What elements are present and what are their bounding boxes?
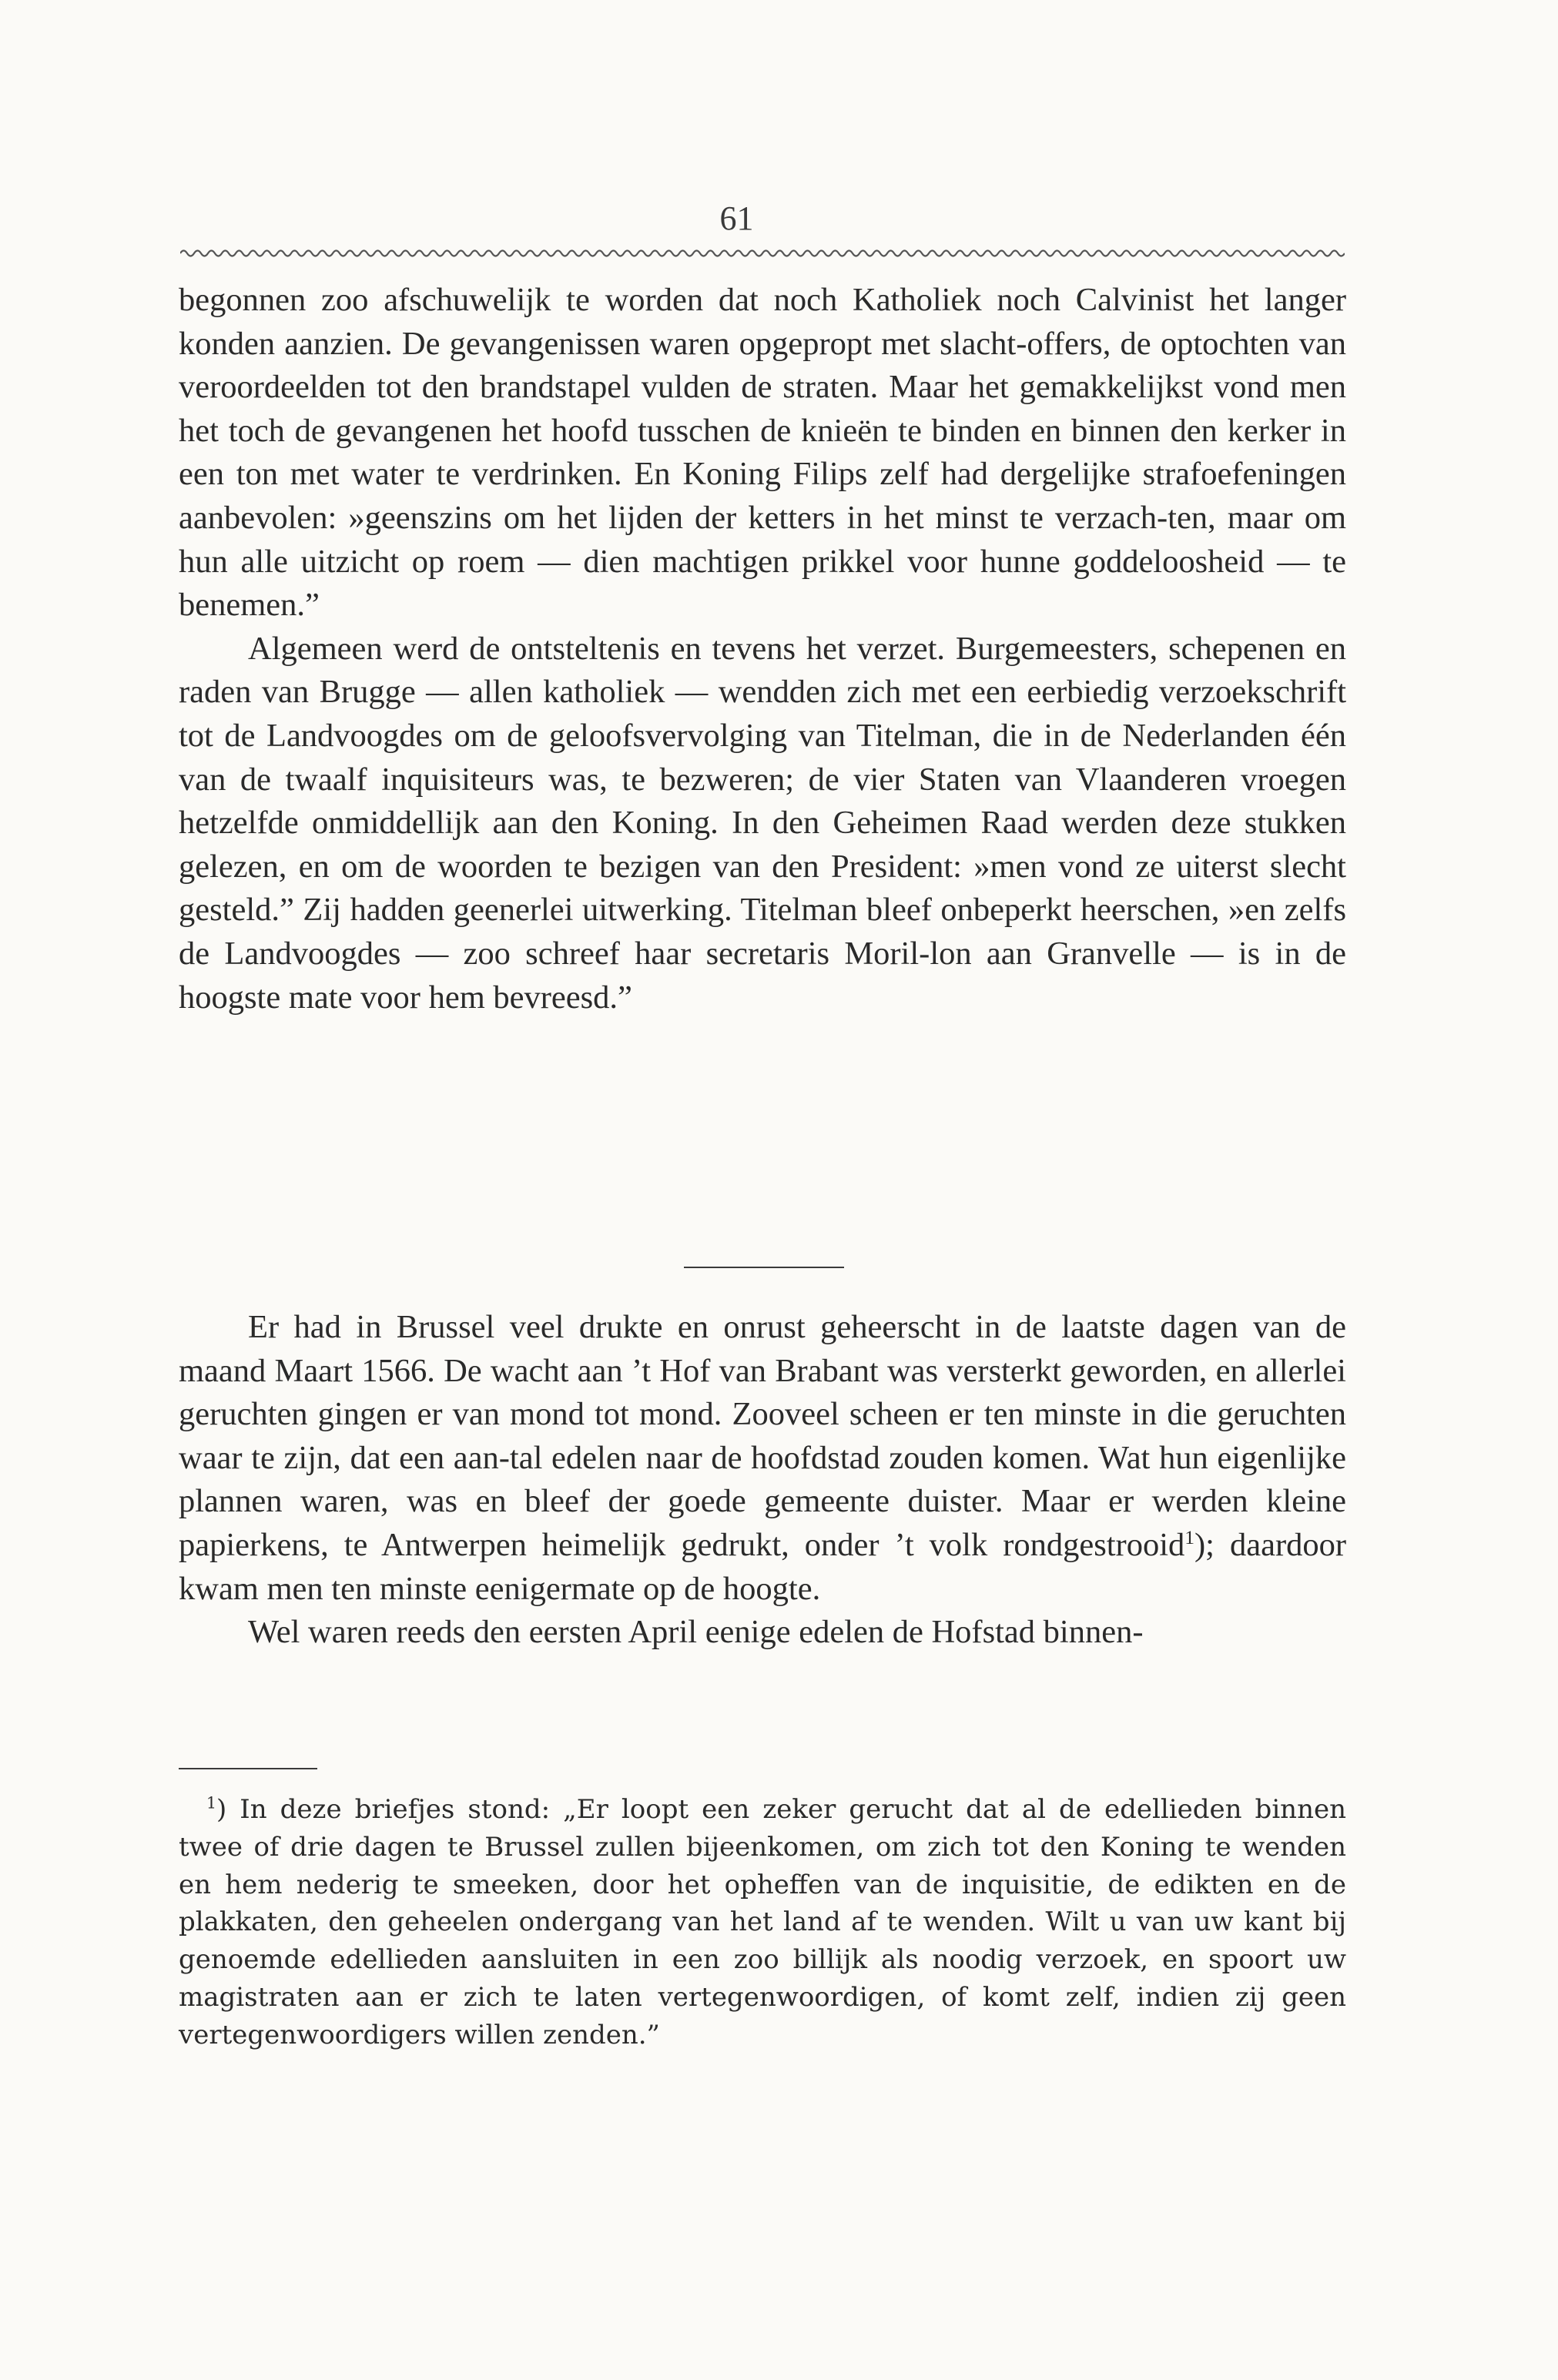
page-number: 61: [719, 199, 754, 237]
wavy-header-rule: [180, 245, 1345, 262]
paragraph: Algemeen werd de ontsteltenis en tevens het verzet. Burgemeesters, schepenen en raden van Brugge — allen katholiek — wendden zich met een eerbiedig verzoekschrift tot de Landvoogdes om de geloofsvervolging van Titelman, die in de Nederlanden één van de twaalf inquisiteurs was, te bezweren; de vier Staten van Vlaanderen vroegen hetzelfde onmiddellijk aan den Koning. In den Geheimen Raad werden deze stukken gelezen, en om de woorden te bezigen van den President: »men vond ze uiterst slecht gesteld.” Zij hadden geenerlei uitwerking. Titelman bleef onbeperkt heerschen, »en zelfs de Landvoogdes — zoo schreef haar secretaris Moril-lon aan Granvelle — is in de hoogste mate voor hem bevreesd.”: [179, 630, 1346, 1016]
footnote-rule: [179, 1768, 317, 1769]
footnote: [179, 1791, 1346, 2054]
paragraph: [179, 1306, 1346, 1611]
paragraph: Wel waren reeds den eersten April eenige edelen de Hofstad binnen-: [248, 1614, 1144, 1651]
text-section-1: [179, 279, 1346, 1019]
footnote-marker: 1: [206, 1793, 216, 1813]
text-section-2: [179, 1306, 1346, 1655]
paragraph-text: Er had in Brussel veel drukte en onrust geheerscht in de laatste dagen van de maand Maart 1566. De wacht aan ’t Hof van Brabant was versterkt geworden, en allerlei geruchten gingen er van mond tot mond. Zooveel scheen er ten minste in die geruchten waar te zijn, dat een aan-tal edelen naar de hoofdstad zouden komen. Wat hun eigenlijke plannen waren, was en bleef der goede gemeente duister. Maar er werden kleine papierkens, te Antwerpen heimelijk gedrukt, onder ’t volk rondgestrooid: [179, 1309, 1346, 1563]
paragraph: begonnen zoo afschuwelijk te worden dat noch Katholiek noch Calvinist het langer konden aanzien. De gevangenissen waren opgepropt met slacht-offers, de optochten van veroordeelden tot den brandstapel vulden de straten. Maar het gemakkelijkst vond men het toch de gevangenen het hoofd tusschen de knieën te binden en binnen den kerker in een ton met water te verdrinken. En Koning Filips zelf had dergelijke strafoefeningen aanbevolen: »geenszins om het lijden der ketters in het minst te verzach-ten, maar om hun alle uitzicht op roem — dien machtigen prikkel voor hunne goddeloosheid — te benemen.”: [179, 282, 1346, 624]
footnote-body: ) In deze briefjes stond: „Er loopt een zeker gerucht dat al de edellieden binnen twee of drie dagen te Brussel zullen bijeenkomen, om zich tot den Koning te wenden en hem nederig te smeeken, door het opheffen van de inquisitie, de edikten en de plakkaten, den geheelen ondergang van het land af te wenden. Wilt u van uw kant bij genoemde edellieden aansluiten in een zoo billijk als noodig verzoek, en spoort uw magistraten aan er zich te laten vertegenwoordigen, of komt zelf, indien zij geen vertegenwoordigers willen zenden.”: [179, 1794, 1346, 2050]
footnote-text: [179, 1791, 1346, 2054]
section-separator: [684, 1267, 844, 1268]
footnote-reference: 1: [1184, 1525, 1195, 1548]
paragraph-text: ); daardoor kwam men ten minste eenigermate op de hoogte.: [179, 1526, 1347, 1607]
